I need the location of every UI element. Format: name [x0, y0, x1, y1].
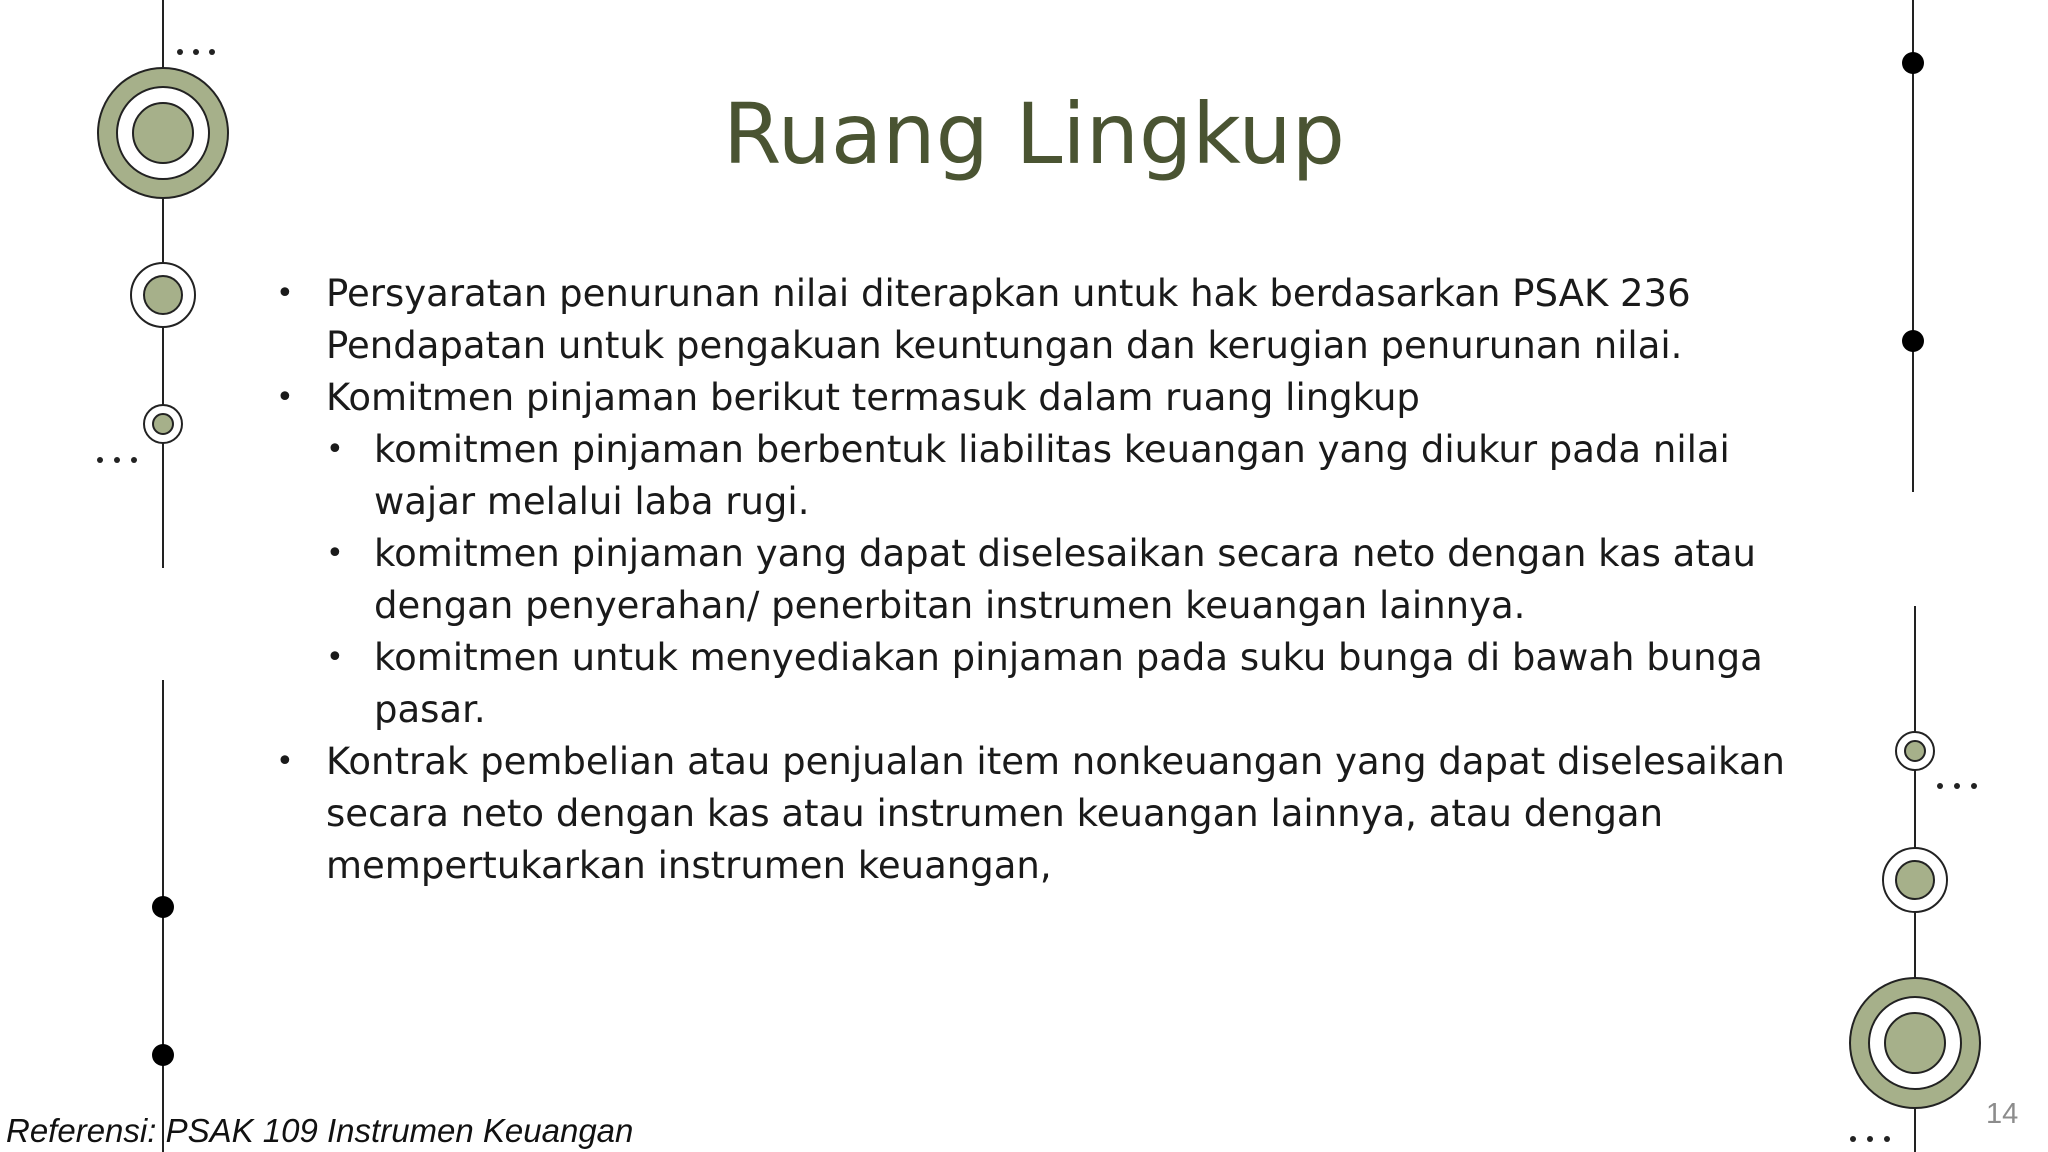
sub-bullet-item — [270, 424, 1790, 528]
sub-bullet-text: komitmen pinjaman berbentuk liabilitas keuangan yang diukur pada nilai wajar melalui laba rugi. — [374, 428, 1730, 523]
bullet-list — [270, 268, 1790, 892]
bullet-icon: • — [326, 640, 344, 675]
ellipsis-icon — [97, 457, 137, 463]
medium-ring-icon — [1883, 848, 1947, 912]
left-bottom-decoration — [152, 680, 174, 1152]
reference-note: Referensi: PSAK 109 Instrumen Keuangan — [6, 1112, 634, 1149]
sub-bullet-item — [270, 632, 1790, 736]
small-ring-icon — [144, 405, 182, 443]
dot-icon — [152, 896, 174, 918]
right-bottom-decoration — [1850, 606, 1980, 1152]
bullet-text: Komitmen pinjaman berikut termasuk dalam ruang lingkup — [326, 376, 1420, 419]
bullet-item — [270, 372, 1790, 424]
ellipsis-icon — [1937, 783, 1977, 789]
ellipsis-icon — [177, 49, 215, 55]
dot-icon — [1902, 52, 1924, 74]
bullet-icon: • — [276, 380, 294, 415]
bullet-icon: • — [326, 536, 344, 571]
sub-bullet-text: komitmen pinjaman yang dapat diselesaikan secara neto dengan kas atau dengan penyerahan/ penerbitan instrumen keuangan lainnya. — [374, 532, 1756, 627]
bullet-icon: • — [326, 432, 344, 467]
bullet-text: Kontrak pembelian atau penjualan item nonkeuangan yang dapat diselesaikan secara neto dengan kas atau instrumen keuangan lainnya, atau dengan mempertukarkan instrumen keuangan, — [326, 740, 1785, 887]
large-ring-icon — [1850, 978, 1980, 1108]
small-ring-icon — [1896, 732, 1934, 770]
bullet-item — [270, 268, 1790, 372]
sub-bullet-item — [270, 528, 1790, 632]
bullet-icon: • — [276, 276, 294, 311]
right-top-decoration — [1902, 0, 1924, 492]
ellipsis-icon — [1850, 1136, 1890, 1142]
page-number: 14 — [1986, 1098, 2019, 1130]
dot-icon — [1902, 330, 1924, 352]
bullet-text: Persyaratan penurunan nilai diterapkan untuk hak berdasarkan PSAK 236 Pendapatan untuk pengakuan keuntungan dan kerugian penurunan nilai. — [326, 272, 1691, 367]
sub-bullet-text: komitmen untuk menyediakan pinjaman pada suku bunga di bawah bunga pasar. — [374, 636, 1763, 731]
bullet-item — [270, 736, 1790, 892]
left-top-decoration — [97, 0, 228, 568]
dot-icon — [152, 1044, 174, 1066]
slide-title: Ruang Lingkup — [723, 85, 1345, 183]
bullet-icon: • — [276, 744, 294, 779]
medium-ring-icon — [131, 263, 195, 327]
